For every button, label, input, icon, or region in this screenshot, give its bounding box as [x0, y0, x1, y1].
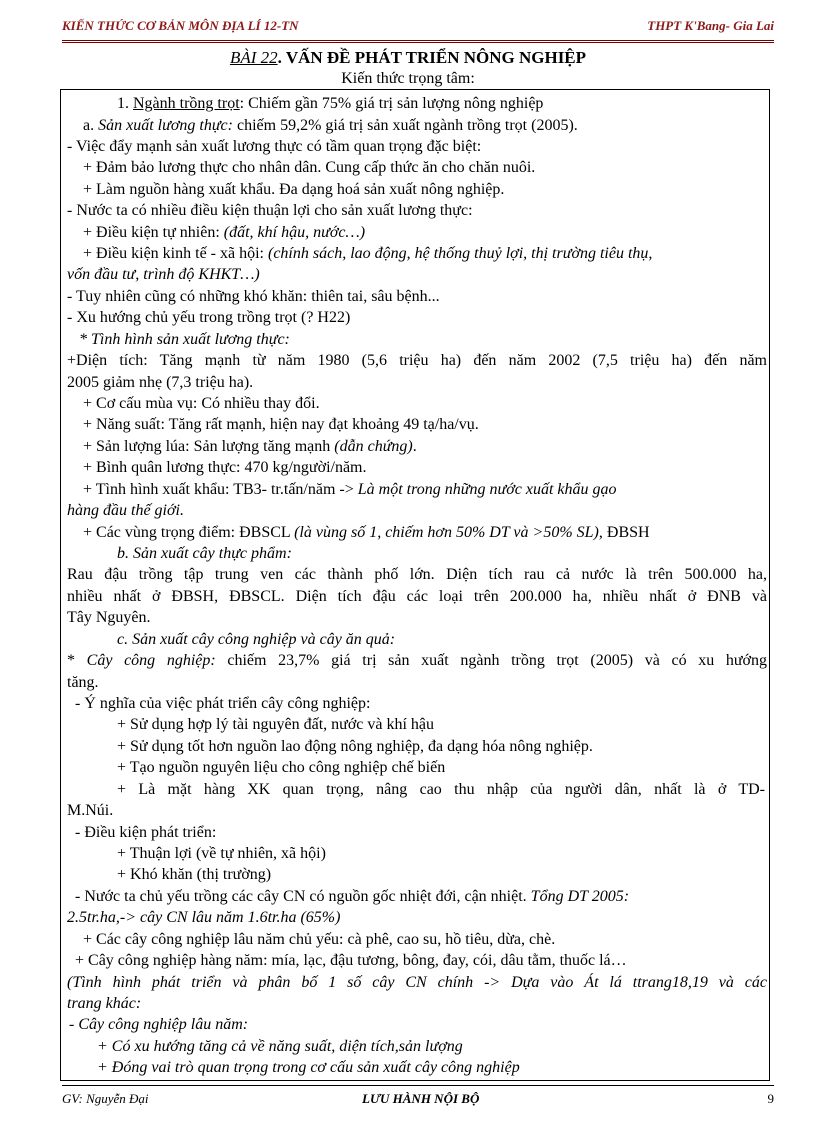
text-line: M.Núi.	[67, 802, 114, 819]
text-line: + Điều kiện kinh tế - xã hội: (chính sách, lao động, hệ thống thuỷ lợi, thị trường tiêu thụ,	[83, 245, 653, 262]
text-line: - Xu hướng chủ yếu trong trồng trọt (? H22)	[67, 309, 351, 326]
text-line: Rau đậu trồng tập trung ven các thành phố lớn. Diện tích rau cả nước là trên 500.000 ha,	[67, 566, 767, 583]
text-line: nhiều nhất ở ĐBSH, ĐBSCL. Diện tích đậu các loại trên 200.000 ha, nhiều nhất ở ĐNB và	[67, 588, 767, 605]
text-line: + Sử dụng tốt hơn nguồn lao động nông nghiệp, đa dạng hóa nông nghiệp.	[117, 738, 593, 755]
text-line: tăng.	[67, 674, 99, 691]
text-line: c. Sản xuất cây công nghiệp và cây ăn quả:	[117, 631, 396, 648]
text-line: - Nước ta có nhiều điều kiện thuận lợi cho sản xuất lương thực:	[67, 202, 473, 219]
page-title	[0, 48, 816, 68]
text-line: + Sản lượng lúa: Sản lượng tăng mạnh (dẫn chứng).	[83, 438, 417, 455]
text-line: + Thuận lợi (về tự nhiên, xã hội)	[117, 845, 326, 862]
text-line: + Các cây công nghiệp lâu năm chủ yếu: cà phê, cao su, hồ tiêu, dừa, chè.	[83, 931, 556, 948]
section-heading: Ngành trồng trọt	[133, 95, 240, 112]
text-line: + Cây công nghiệp hàng năm: mía, lạc, đậu tương, bông, đay, cói, dâu tằm, thuốc lá…	[75, 952, 627, 969]
text-line: + Tình hình xuất khẩu: TB3- tr.tấn/năm -> Là một trong những nước xuất khẩu gạo	[83, 481, 617, 498]
text-line: 1. Ngành trồng trọt: Chiếm gần 75% giá trị sản lượng nông nghiệp	[117, 95, 544, 112]
content-box	[60, 89, 770, 1081]
text-line: b. Sản xuất cây thực phẩm:	[117, 545, 292, 562]
text-line: + Cơ cấu mùa vụ: Có nhiều thay đổi.	[83, 395, 320, 412]
text-line: * Tình hình sản xuất lương thực:	[79, 331, 290, 348]
text-line: + Đóng vai trò quan trọng trong cơ cấu sản xuất cây công nghiệp	[97, 1059, 520, 1076]
text-line: +Diện tích: Tăng mạnh từ năm 1980 (5,6 triệu ha) đến năm 2002 (7,5 triệu ha) đến năm	[67, 352, 767, 369]
text-line: + Làm nguồn hàng xuất khẩu. Đa dạng hoá sản xuất nông nghiệp.	[83, 181, 505, 198]
text-line: + Bình quân lương thực: 470 kg/người/năm.	[83, 459, 367, 476]
text-line: * Cây công nghiệp: chiếm 23,7% giá trị sản xuất ngành trồng trọt (2005) và có xu hướng	[67, 652, 768, 669]
text-line: - Điều kiện phát triển:	[75, 824, 217, 841]
footer-author: GV: Nguyễn Đại	[62, 1091, 149, 1106]
lesson-number: BÀI 22	[229, 48, 278, 67]
text-line: - Tuy nhiên cũng có những khó khăn: thiên tai, sâu bệnh...	[67, 288, 440, 305]
text-line: (Tình hình phát triển và phân bố 1 số cây CN chính -> Dựa vào Át lá ttrang18,19 và các	[67, 974, 767, 991]
text-line: vốn đầu tư, trình độ KHKT…)	[67, 266, 260, 283]
page-header	[62, 18, 774, 43]
text-line: hàng đầu thế giới.	[67, 502, 184, 519]
text-line: Tây Nguyên.	[67, 609, 151, 626]
text-line: + Là mặt hàng XK quan trọng, nâng cao thu nhập của người dân, nhất là ở TD-	[117, 781, 765, 798]
text-line: - Việc đẩy mạnh sản xuất lương thực có tầm quan trọng đặc biệt:	[67, 138, 482, 155]
text-line: a. Sản xuất lương thực: chiếm 59,2% giá trị sản xuất ngành trồng trọt (2005).	[83, 117, 578, 134]
text-line: + Có xu hướng tăng cả về năng suất, diện tích,sản lượng	[97, 1038, 463, 1055]
text-line: + Đảm bảo lương thực cho nhân dân. Cung cấp thức ăn cho chăn nuôi.	[83, 159, 536, 176]
text-line: - Ý nghĩa của việc phát triển cây công nghiệp:	[75, 695, 371, 712]
text-line: 2.5tr.ha,-> cây CN lâu năm 1.6tr.ha (65%)	[67, 909, 341, 926]
header-right: THPT K'Bang- Gia Lai	[647, 18, 774, 33]
text-line: + Khó khăn (thị trường)	[117, 866, 272, 883]
page-subtitle: Kiến thức trọng tâm:	[341, 70, 475, 87]
text-line: trang khác:	[67, 995, 142, 1012]
text-line: 2005 giảm nhẹ (7,3 triệu ha).	[67, 374, 254, 391]
text-line: + Năng suất: Tăng rất mạnh, hiện nay đạt khoảng 49 tạ/ha/vụ.	[83, 416, 479, 433]
text-line: + Tạo nguồn nguyên liệu cho công nghiệp chế biến	[117, 759, 446, 776]
text-line: - Cây công nghiệp lâu năm:	[69, 1016, 249, 1033]
page-number: 9	[767, 1091, 774, 1106]
page-footer	[62, 1085, 774, 1110]
text-line: + Điều kiện tự nhiên: (đất, khí hậu, nước…)	[83, 224, 366, 241]
header-left: KIẾN THỨC CƠ BẢN MÔN ĐỊA LÍ 12-TN	[62, 18, 299, 33]
text-line: - Nước ta chủ yếu trồng các cây CN có nguồn gốc nhiệt đới, cận nhiệt. Tổng DT 2005:	[75, 888, 630, 905]
text-line: + Sử dụng hợp lý tài nguyên đất, nước và khí hậu	[117, 716, 435, 733]
lesson-title: . VẤN ĐỀ PHÁT TRIỂN NÔNG NGHIỆP	[277, 48, 587, 67]
text-line: + Các vùng trọng điểm: ĐBSCL (là vùng số 1, chiếm hơn 50% DT và >50% SL), ĐBSH	[83, 524, 650, 541]
footer-note: LƯU HÀNH NỘI BỘ	[362, 1091, 480, 1106]
